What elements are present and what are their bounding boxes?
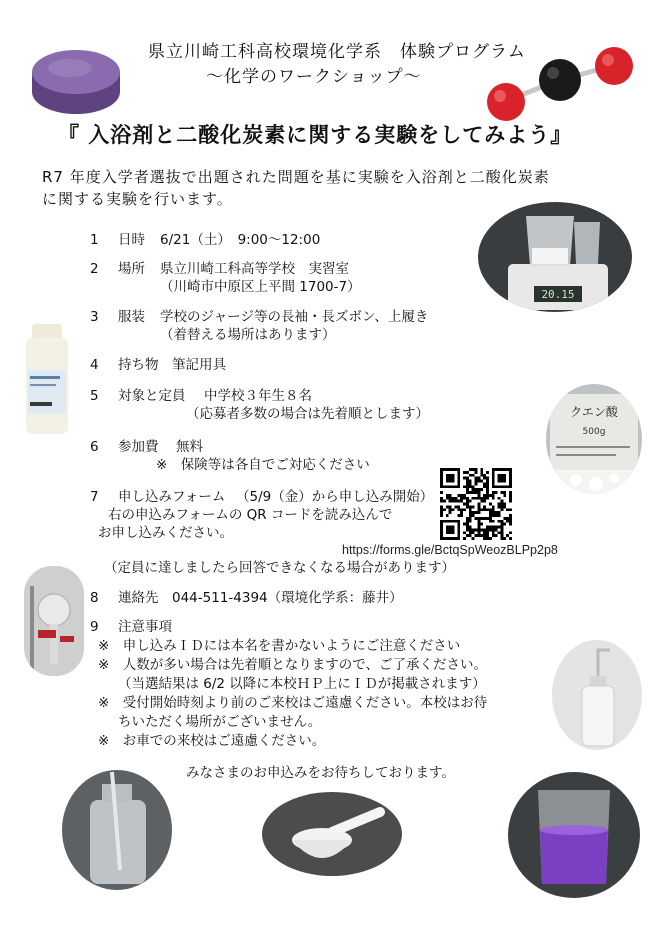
item-label: 申し込みフォーム: [118, 489, 226, 505]
wash-bottle-photo: [552, 640, 642, 750]
place-value: 県立川崎工科高等学校 実習室: [160, 261, 349, 277]
item-label: 日時: [118, 232, 145, 248]
item-number: 8: [90, 590, 99, 606]
lab-apparatus-photo: [24, 566, 84, 676]
item-label: 対象と定員: [118, 388, 186, 404]
item-label: 注意事項: [118, 619, 172, 635]
form-instruction-2: お申し込みください。: [98, 525, 233, 541]
contact-value: 044-511-4394（環境化学系：藤井）: [172, 590, 403, 606]
item-number: 2: [90, 261, 99, 277]
item-number: 5: [90, 388, 99, 404]
chemical-bottle-photo: [16, 318, 78, 438]
form-capacity-note: （定員に達しましたら回答できなくなる場合があります）: [104, 560, 455, 576]
qr-code[interactable]: [440, 468, 512, 540]
item-label: 参加費: [118, 439, 159, 455]
header-line-2: ～化学のワークショップ～: [206, 67, 422, 87]
mortar-pestle-photo: [262, 792, 402, 876]
item-label: 服装: [118, 309, 145, 325]
page-title: 『 入浴剤と二酸化炭素に関する実験をしてみよう』: [58, 123, 573, 147]
header-line-1: 県立川崎工科高校環境化学系 体験プログラム: [148, 42, 526, 62]
date-value: 6/21（土） 9:00～12:00: [160, 232, 321, 248]
form-instruction-1: 右の申込みフォームの QR コードを読み込んで: [108, 507, 393, 523]
notice-line: ※ 受付開始時刻より前のご来校はご遠慮ください。本校はお待: [98, 695, 488, 711]
scale-beaker-photo: [478, 202, 632, 312]
item-number: 6: [90, 439, 99, 455]
closing-message: みなさまのお申込みをお待ちしております。: [186, 765, 455, 781]
notice-line: ※ 人数が多い場合は先着順となりますので、ご了承ください。: [98, 657, 488, 673]
bath-tablet-image: [30, 42, 122, 117]
item-label: 連絡先: [118, 590, 159, 606]
capacity-note: （応募者多数の場合は先着順とします）: [186, 406, 429, 422]
form-open-date: （5/9（金）から申し込み開始）: [236, 489, 434, 505]
item-label: 持ち物: [118, 357, 159, 373]
scale-display: 20.15: [541, 288, 575, 301]
item-number: 3: [90, 309, 99, 325]
notice-line: ※ お車での来校はご遠慮ください。: [98, 733, 326, 749]
capacity-value: 中学校３年生８名: [204, 388, 312, 404]
form-url-link[interactable]: https://forms.gle/BctqSpWeozBLPp2p8: [342, 543, 558, 557]
item-number: 1: [90, 232, 99, 248]
citric-acid-label: クエン酸: [570, 405, 618, 419]
purple-beaker-photo: [508, 772, 640, 898]
item-number: 9: [90, 619, 99, 635]
item-number: 4: [90, 357, 99, 373]
fee-value: 無料: [176, 439, 203, 455]
citric-acid-photo: [546, 384, 642, 494]
place-address: （川崎市中原区上平間 1700-7）: [160, 279, 361, 295]
item-number: 7: [90, 489, 99, 505]
intro-line-2: に関する実験を行います。: [42, 190, 233, 208]
belongings-value: 筆記用具: [172, 357, 226, 373]
item-label: 場所: [118, 261, 145, 277]
clothing-note: （着替える場所はあります）: [160, 327, 336, 343]
clothing-value: 学校のジャージ等の長袖・長ズボン、上履き: [160, 309, 429, 325]
citric-acid-weight: 500g: [582, 427, 606, 437]
notice-line: ちいただく場所がございません。: [118, 714, 322, 730]
notice-line: ※ 申し込みＩＤには本名を書かないようにご注意ください: [98, 638, 461, 654]
glass-bottle-photo: [62, 770, 172, 890]
intro-line-1: R7 年度入学者選抜で出題された問題を基に実験を入浴剤と二酸化炭素: [42, 168, 550, 186]
notice-line: （当選結果は 6/2 以降に本校ＨＰ上にＩＤが掲載されます）: [118, 676, 486, 692]
fee-note: ※ 保険等は各自でご対応ください: [156, 457, 370, 473]
